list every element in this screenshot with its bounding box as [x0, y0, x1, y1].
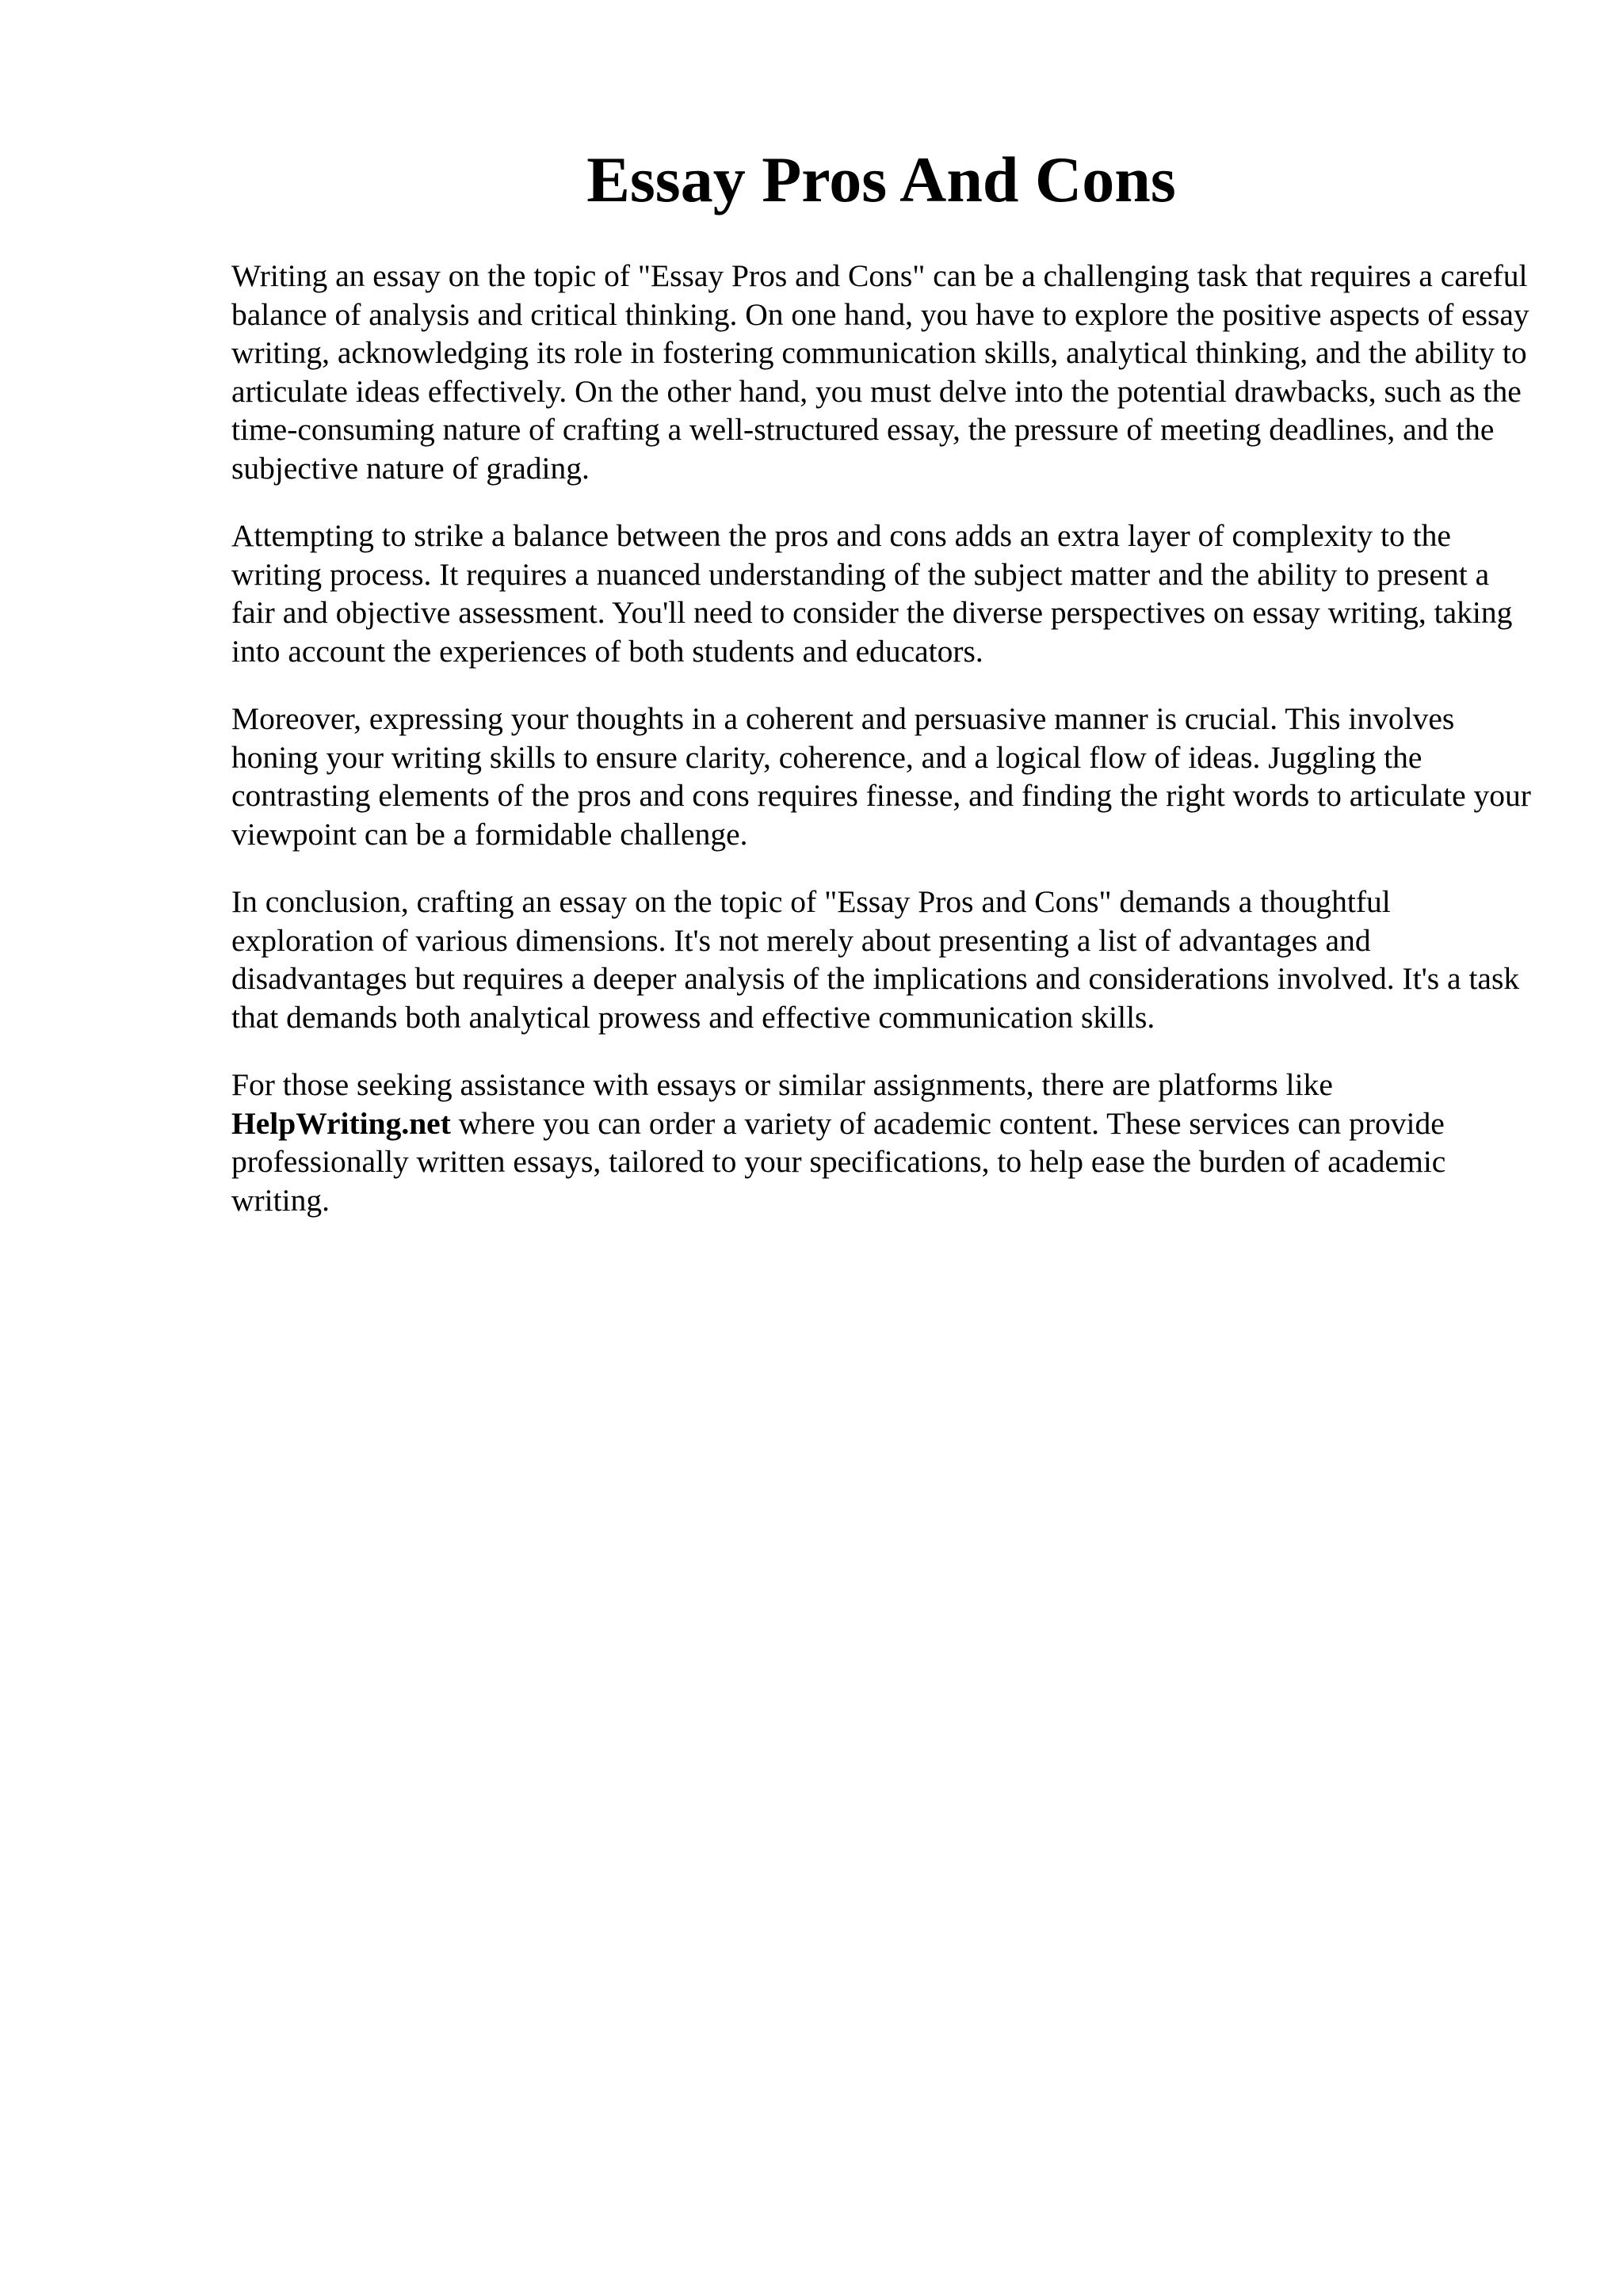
paragraph-2: Attempting to strike a balance between the pros and cons adds an extra layer of complexity to the writing process. It requires a nuanced understanding of the subject matter and the ability to present a fair and objective assessment. You'll need to consider the diverse perspectives on essay writing, taking into account the experiences of both students and educators.	[231, 518, 1513, 669]
paragraph-1: Writing an essay on the topic of "Essay Pros and Cons" can be a challenging task that requires a careful balance of analysis and critical thinking. On one hand, you have to explore the positive aspects of essay writing, acknowledging its role in fostering communication skills, analytical thinking, and the ability to articulate ideas effectively. On the other hand, you must delve into the potential drawbacks, such as the time-consuming nature of crafting a well-structured essay, the pressure of meeting deadlines, and the subjective nature of grading.	[231, 258, 1529, 486]
paragraph-5	[231, 1066, 1531, 1219]
paragraph-5-intro: For those seeking assistance with essays or similar assignments, there are platforms like	[231, 1067, 1333, 1103]
paragraph-3: Moreover, expressing your thoughts in a coherent and persuasive manner is crucial. This involves honing your writing skills to ensure clarity, coherence, and a logical flow of ideas. Juggling the contrasting elements of the pros and cons requires finesse, and finding the right words to articulate your viewpoint can be a formidable challenge.	[231, 701, 1531, 852]
helpwriting-brand-link[interactable]: HelpWriting.net	[231, 1105, 451, 1141]
document-body	[231, 143, 1531, 1249]
document-title: Essay Pros And Cons	[586, 143, 1176, 215]
paragraph-4: In conclusion, crafting an essay on the topic of "Essay Pros and Cons" demands a thoughtful exploration of various dimensions. It's not merely about presenting a list of advantages and disadvantages but requires a deeper analysis of the implications and considerations involved. It's a task that demands both analytical prowess and effective communication skills.	[231, 884, 1520, 1035]
paragraph-5-rest: where you can order a variety of academic content. These services can provide professionally written essays, tailored to your specifications, to help ease the burden of academic writing.	[231, 1105, 1446, 1218]
